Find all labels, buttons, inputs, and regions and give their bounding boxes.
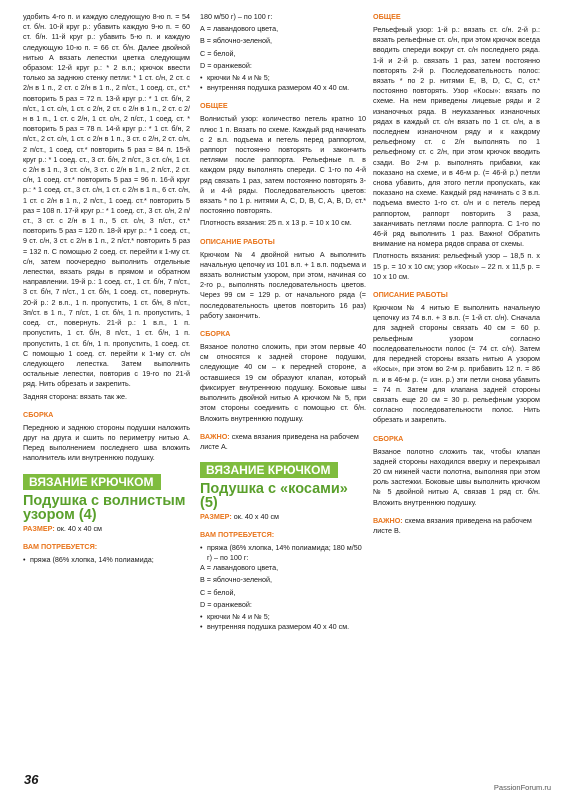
general-text: Рельефный узор: 1-й р.: вязать ст. с/н. 2-й р.: вязать рельефные ст. с/н, при этом крючок всегда вводить спереди вокруг ст. с/н последнего ряда. 1-й и 2-й р. связать 1 раз, затем постоянно повторять 2-й р. Последовательность полос: вязать * по 2 р. нитями Е, В, D, C, С, ст.* постоянно повторять. Узор «Косы»: вязать по схеме. На нем приведены лицевые ряды и 2 изнаночных ряда. В неуказанных изнаночных рядах в каждый ст. с/н вязать по 1 ст. с/н, а в последнем изнаночном ряду и к каждому рельефному ст. с 2/н выполнять по 1 рельефному ст. с 2/н, при этом крючок вводить сзади. Во 2-м р. выполнять прибавки, как показано на схеме, и в 46-м р. (= 46-й р.) петли снова убавить, для этого петли пропускать, как показано на схеме. Каждый ряд начинать с 3 в.п. подъема вместо 1-го ст. с/н и с петель перед раппортом, раппорт повторить 3 раза, заканчивать петлями после раппорта. С 1-го по 46-й ряд выполнить 1 раз. Важно! Обратить внимание на номера рядов справа от схемы. <box>373 25 540 249</box>
assembly-text: Переднюю и заднюю стороны подушки наложить друг на друга и сшить по периметру нитью А. Перед выполнением последнего шва вложить наполнитель или внутреннюю подушку. <box>23 422 190 463</box>
project-title: Подушка с волнистым узором (4) <box>23 492 186 523</box>
gauge-text: Плотность вязания: 25 п. x 13 р. = 10 x 10 см. <box>200 218 352 228</box>
size-label: РАЗМЕР: <box>23 523 55 533</box>
page-number: 36 <box>24 772 39 787</box>
materials-line: D = оранжевой: <box>200 60 252 70</box>
gauge-text: Плотность вязания: рельефный узор – 18,5 п. x 15 р. = 10 x 10 см; узор «Косы» – 22 п. x 11,5 р. = 10 x 10 см. <box>373 251 540 281</box>
pattern-text-2: Задняя сторона: вязать так же. <box>23 391 127 401</box>
materials-item: • внутренняя подушка размером 40 x 40 см. <box>200 622 366 632</box>
size-value: ок. 40 x 40 см <box>233 511 279 521</box>
materials-item: • пряжа (86% хлопка, 14% полиамида; <box>23 555 190 565</box>
note-label: ВАЖНО: <box>200 431 230 441</box>
column-left <box>23 12 190 565</box>
instructions-text: Крючком № 4 нитью Е выполнить начальную цепочку из 74 в.п. + 3 в.п. (= 1-й ст. с/н). Сначала для задней стороны связать 40 см = 60 р. рельефным узором согласно последовательности полос (= 74 ст. с/н). Затем для передней стороны вязать нитью А узором «Косы», при этом во 2-м р. прибавить 12 п. = 86 п. и в 46-м р. (= изн. р.) эти петли снова убавить = 74 п. Затем для клапана задней стороны связать еще 20 см = 30 р. рельефным узором согласно последовательности полос. Нить обрезать и закрепить. <box>373 303 540 425</box>
section-heading-instructions: ОПИСАНИЕ РАБОТЫ <box>200 236 275 246</box>
materials-heading: ВАМ ПОТРЕБУЕТСЯ: <box>200 529 275 539</box>
materials-line: С = белой, <box>200 48 236 58</box>
materials-heading: ВАМ ПОТРЕБУЕТСЯ: <box>23 541 98 551</box>
project-title: Подушка с «косами» (5) <box>200 480 348 511</box>
materials-line: В = яблочно-зеленой, <box>200 575 273 585</box>
materials-line: D = оранжевой: <box>200 599 252 609</box>
important-note <box>373 516 540 536</box>
site-watermark: PassionForum.ru <box>493 783 551 792</box>
assembly-text: Вязаное полотно сложить так, чтобы клапан задней стороны находился вверху и перекрывал 20 см нижней части полотна, выполняя при этом роль застежки. Боковые швы выполнить крючком № 5 двойной нитью А, связав 1 ряд ст. б/н. Вложить внутреннюю подушку. <box>373 446 540 507</box>
pattern-text-1: удобить 4-го п. и каждую следующую 8-ю п. = 54 ст. б/н. 10-й круг р.: убавить каждую 9-ю п. = 60 ст. б/н. 11-й круг р.: убавить 5-ю п. и каждую следующую 10-ю п. = 66 ст. б/н. Далее двойной нитью А вязать лепестки цветка следующим образом: 12-й круг р.: * 2 в.п.; крючок ввести только за заднюю стенку петли: * 1 ст. с/н, 2 ст. с 2/н в 1 п., 2 ст. с 2/н в 1 п., 2 п/ст., 1 соед. ст., ст.* повторить 5 раз = 72 п. 13-й круг р.: * 1 ст. б/н, 2 п/ст., 1 ст. с/н, 1 ст. с 2/н, 2 ст. с 2/н в 1 п., 2 ст. с 2/н в 1 п., 1 ст. с 2/н, 1 ст. с/н, 2 п/ст., 1 соед. ст. * повторить 5 раз = 78 п. 14-й круг р.: * 1 ст. б/н, 2 п/ст., 2 ст. с/н, 1 ст. с 2/н в 1 п., 3 ст. с 2/н, 2 ст. с/н, 2 п/ст., 1 соед. ст.* повторить 5 раз = 84 п. 15-й круг р.: * 1 соед. ст., 3 ст. б/н, 2 п/ст., 3 ст. с/н, 1 ст. с 2/н в 1 п., 3 ст. с/н, 3 ст. с 2/н в 1 п., 2 п/ст., 2 ст. с/н, 1 соед. ст.* повторить 5 раз = 96 п. 16-й круг р.: * 1 соед. ст., 3 ст. с/н, 1 ст. с 2/н в 1 п., 6 ст. с/н, 1 ст. с 2/н в 1 п., 2 п/ст., 1 соед. ст.* повторить 5 раз = 108 п. 17-й круг р.: * 1 соед. ст., 3 ст. с/н, 2 п/ст., 3 ст. с 2/н в 1 п., 5 ст. с/н, 3 п/ст., ст.* повторить 5 раз = 120 п. 18-й круг р.: * 1 соед. ст., 9 ст. с/н, 3 ст. с 2/н в 1 п., 2 п/ст.* повторить 5 раз = 132 п. С помощью 2 соед. ст. перейти к 1-му ст. с/н, затем поочередно выполнить отдельные лепестки, вязать ряды в прямом и обратном направлении. 19-й р.: 1 соед. ст., 1 ст. б/н, 7 п/ст., 3 ст. б/н, 7 п/ст., 1 ст. б/н, 1 соед. ст., повернуть. 20-й р.: 2 в.п., 1 п. пропустить, 1 ст. б/н, 8 п/ст., 3п/ст. в 1 п., 7 п/ст., 1 ст. б/н, 1 п. пропустить, 1 соед. ст., повернуть. 21-й р.: 1 в.п., 1 п. пропустить, 1 ст. б/н, 8 п/ст., 1 ст. б/н, 1 п. пропустить, 1 ст. б/н, 1 п. пропустить, 1 соед. ст. С помощью 1 соед. ст. перейти к 1-му ст. с/н следующего лепестка. Затем выполнить остальные лепестки, повторив с 19-го по 21-й ряд. Нить обрезать и закрепить. <box>23 12 191 389</box>
section-heading-assembly: СБОРКА <box>373 433 404 443</box>
section-heading-assembly: СБОРКА <box>23 409 54 419</box>
category-band: ВЯЗАНИЕ КРЮЧКОМ <box>200 462 338 478</box>
materials-line: 180 м/50 г) – по 100 г: <box>200 12 273 21</box>
category-band: ВЯЗАНИЕ КРЮЧКОМ <box>23 474 161 490</box>
note-label: ВАЖНО: <box>373 515 403 525</box>
section-heading-general: ОБЩЕЕ <box>200 101 228 111</box>
materials-line: А = лавандового цвета, <box>200 563 279 573</box>
assembly-text: Вязаное полотно сложить, при этом первые 40 см относятся к задней стороне подушки, следующие 40 см – к передней стороне, а оставшиеся 19 см образуют клапан, который фиксирует внутреннюю подушку. Боковые швы выполнить двойной нитью А крючком № 5, при этом стороны соединить с помощью ст. б/н. Вложить внутреннюю подушку. <box>200 342 366 423</box>
section-heading-general: ОБЩЕЕ <box>373 12 401 21</box>
section-heading-instructions: ОПИСАНИЕ РАБОТЫ <box>373 290 448 300</box>
size-line <box>23 524 190 534</box>
instructions-text: Крючком № 4 двойной нитью А выполнить начальную цепочку из 101 в.п. + 1 в.п. подъема и вязать волнистым узором, при этом, начиная со 2-го р., выполнять последовательность цветов. Через 99 см = 129 р. от начального ряда (= последовательность цветов повторить 16 раз) работу закончить. <box>200 249 366 320</box>
column-middle <box>200 12 366 632</box>
size-line <box>200 512 366 522</box>
important-note <box>200 432 366 452</box>
size-value: ок. 40 x 40 см <box>56 523 102 533</box>
note-text: схема вязания приведена на рабочем листе А. <box>200 431 359 451</box>
size-label: РАЗМЕР: <box>200 511 232 521</box>
materials-line: В = яблочно-зеленой, <box>200 36 273 46</box>
materials-item: • крючки № 4 и № 5; <box>200 73 366 83</box>
column-right <box>373 12 540 536</box>
note-text: схема вязания приведена на рабочем листе В. <box>373 515 532 535</box>
section-heading-assembly: СБОРКА <box>200 329 231 339</box>
materials-item: • внутренняя подушка размером 40 x 40 см. <box>200 83 366 93</box>
materials-line: С = белой, <box>200 587 236 597</box>
materials-line: А = лавандового цвета, <box>200 24 279 34</box>
materials-item: • крючки № 4 и № 5; <box>200 612 366 622</box>
materials-item: • пряжа (86% хлопка, 14% полиамида; 180 м/50 г) – по 100 г: <box>200 543 366 563</box>
general-text: Волнистый узор: количество петель кратно 10 плюс 1 п. Вязать по схеме. Каждый ряд начинать с 2 в.п. подъема и петель перед раппортом, раппорт постоянно повторять и закончить петлями после раппорта. Рельефные п. в каждом ряду выполнять спереди. С 1-го по 4-й ряд связать 1 раз, затем постоянно повторять 3-й и 4-й ряды. Последовательность цветов: вязать * по 1 р. нитями А, С, D, B, C, A, B, D, ст.* постоянно повторять. <box>200 114 366 216</box>
